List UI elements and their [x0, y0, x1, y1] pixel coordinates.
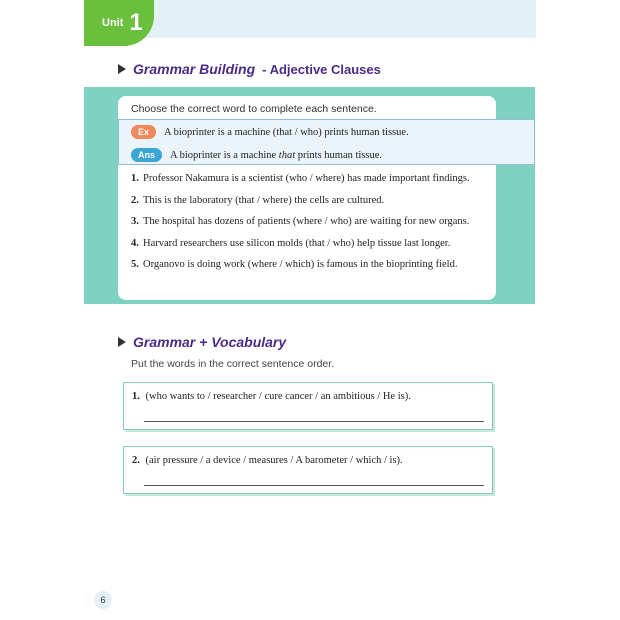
- answer-word: that: [278, 149, 296, 161]
- example-text: A bioprinter is a machine (that / who) prints human tissue.: [164, 126, 409, 138]
- question-item: [131, 194, 491, 208]
- example-line: [131, 125, 409, 139]
- section2-instruction: Put the words in the correct sentence order.: [131, 358, 335, 370]
- question-number: 1.: [131, 173, 139, 184]
- question-number: 5.: [131, 259, 139, 270]
- question-text: Harvard researchers use silicon molds (that / who) help tissue last longer.: [143, 237, 451, 249]
- prompt: [132, 391, 411, 402]
- answer-box: [123, 382, 493, 430]
- question-text: This is the laboratory (that / where) the cells are cultured.: [143, 194, 385, 206]
- prompt: [132, 455, 403, 466]
- answer-text: [170, 150, 382, 161]
- section-title-italic: Grammar Building: [133, 61, 256, 77]
- unit-label: Unit: [102, 17, 124, 29]
- prompt-text: (who wants to / researcher / cure cancer / an ambitious / He is).: [145, 391, 411, 402]
- answer-box: [123, 446, 493, 494]
- question-item: [131, 172, 491, 186]
- section-title-subtitle: - Adjective Clauses: [262, 61, 381, 77]
- answer-text-before: A bioprinter is a machine: [170, 149, 277, 161]
- exercise-instruction: Choose the correct word to complete each sentence.: [131, 103, 377, 115]
- question-number: 3.: [131, 216, 139, 227]
- question-number: 2.: [131, 194, 139, 206]
- prompt-number: 2.: [132, 455, 140, 466]
- unit-number: 1: [129, 9, 143, 36]
- question-text: Professor Nakamura is a scientist (who / where) has made important findings.: [143, 173, 470, 184]
- unit-tab: [84, 0, 154, 46]
- answer-write-line[interactable]: [144, 485, 484, 486]
- answer-text-after: prints human tissue.: [297, 149, 383, 161]
- question-text: Organovo is doing work (where / which) is famous in the bioprinting field.: [143, 259, 458, 270]
- question-list: [131, 172, 491, 280]
- answer-write-line[interactable]: [144, 421, 484, 422]
- question-item: [131, 237, 491, 251]
- section-title-italic: Grammar + Vocabulary: [133, 334, 287, 350]
- prompt-number: 1.: [132, 391, 140, 402]
- section-title-grammar-vocabulary: [118, 334, 286, 350]
- question-number: 4.: [131, 237, 139, 249]
- triangle-bullet-icon: [118, 337, 126, 347]
- question-text: The hospital has dozens of patients (where / who) are waiting for new organs.: [143, 216, 470, 227]
- answer-badge: Ans: [131, 148, 162, 162]
- question-item: [131, 258, 491, 272]
- page-number: 6: [94, 591, 112, 609]
- example-badge: Ex: [131, 125, 156, 139]
- section-title-grammar-building: [118, 61, 381, 77]
- prompt-text: (air pressure / a device / measures / A barometer / which / is).: [145, 455, 403, 466]
- triangle-bullet-icon: [118, 64, 126, 74]
- question-item: [131, 215, 491, 229]
- answer-line: [131, 148, 382, 162]
